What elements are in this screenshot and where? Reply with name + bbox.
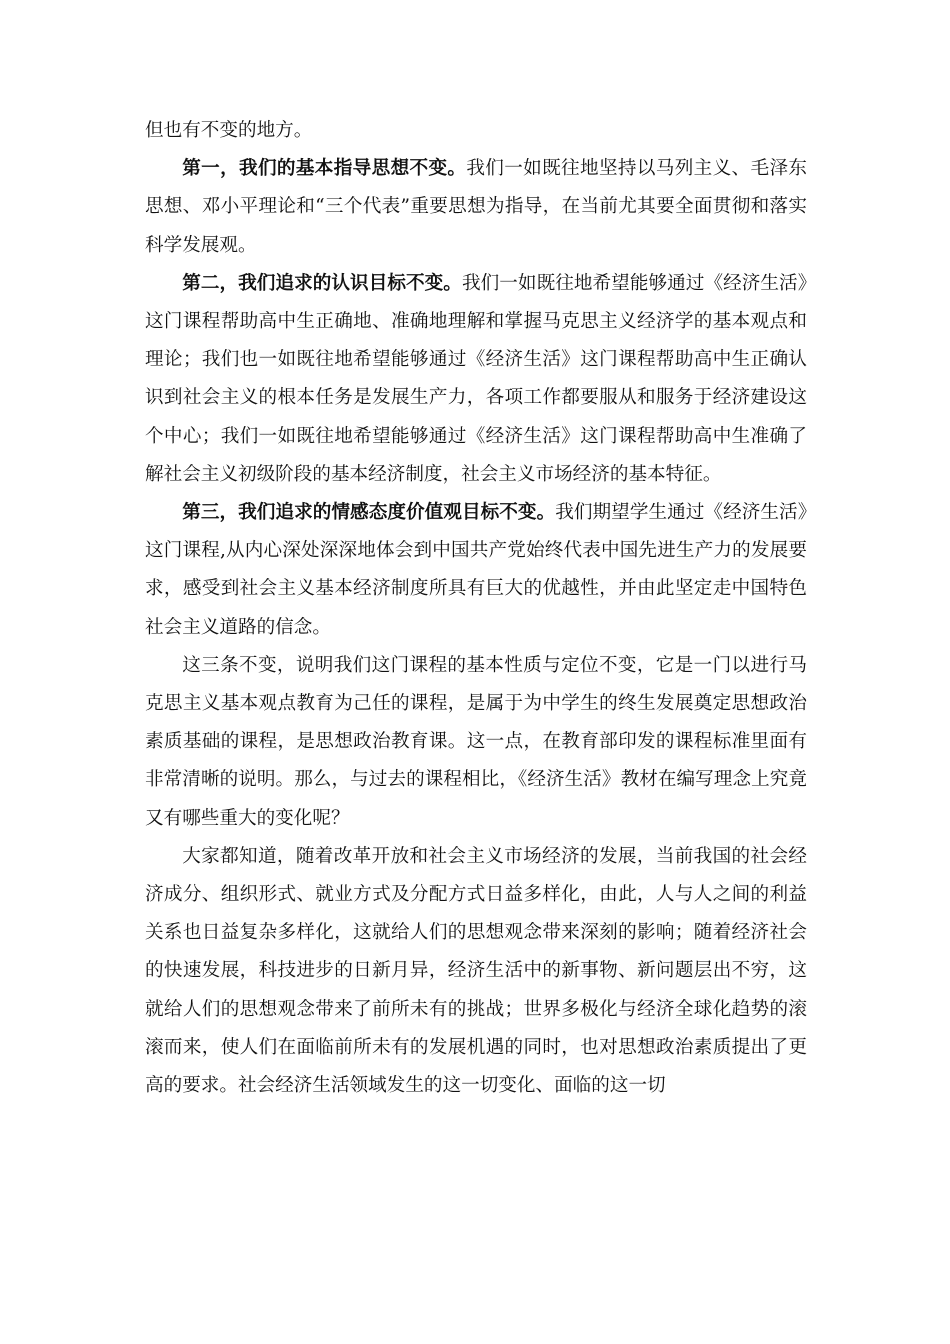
paragraph-text: 大家都知道，随着改革开放和社会主义市场经济的发展，当前我国的社会经济成分、组织形式、就业方式及分配方式日益多样化，由此，人与人之间的利益关系也日益复杂多样化，这就给人们的思想观念带来深刻的影响；随着经济社会的快速发展，科技进步的日新月异，经济生活中的新事物、新问题层出不穷，这就给人们的思想观念带来了前所未有的挑战；世界多极化与经济全球化趋势的滚滚而来，使人们在面临前所未有的发展机遇的同时，也对思想政治素质提出了更高的要求。社会经济生活领域发生的这一切变化、面临的这一切 (145, 845, 807, 1097)
paragraph-summary (145, 647, 807, 838)
paragraph-third-point (145, 494, 807, 647)
paragraph-lead: 第二，我们追求的认识目标不变。 (182, 272, 462, 294)
body-text (145, 112, 807, 1105)
paragraph-lead: 第一，我们的基本指导思想不变。 (182, 158, 467, 180)
paragraph-second-point (145, 265, 807, 494)
paragraph-text: 我们一如既往地坚持以马列主义、毛泽东思想、邓小平理论和“三个代表”重要思想为指导，在当前尤其要全面贯彻和落实科学发展观。 (145, 158, 807, 256)
paragraph-text: 我们期望学生通过《经济生活》这门课程,从内心深处深深地体会到中国共产党始终代表中国先进生产力的发展要求，感受到社会主义基本经济制度所具有巨大的优越性，并由此坚定走中国特色社会主义道路的信念。 (145, 502, 807, 638)
paragraph-lead: 第三，我们追求的情感态度价值观目标不变。 (182, 502, 556, 524)
paragraph-text: 这三条不变，说明我们这门课程的基本性质与定位不变，它是一门以进行马克思主义基本观点教育为己任的课程，是属于为中学生的终生发展奠定思想政治素质基础的课程，是思想政治教育课。这一点，在教育部印发的课程标准里面有非常清晰的说明。那么，与过去的课程相比，《经济生活》教材在编写理念上究竟又有哪些重大的变化呢？ (145, 654, 807, 829)
paragraph-context (145, 838, 807, 1105)
paragraph-first-point (145, 150, 807, 265)
paragraph-text: 但也有不变的地方。 (145, 120, 313, 141)
paragraph-text: 我们一如既往地希望能够通过《经济生活》这门课程帮助高中生正确地、准确地理解和掌握马克思主义经济学的基本观点和理论；我们也一如既往地希望能够通过《经济生活》这门课程帮助高中生正确认识到社会主义的根本任务是发展生产力，各项工作都要服从和服务于经济建设这个中心；我们一如既往地希望能够通过《经济生活》这门课程帮助高中生准确了解社会主义初级阶段的基本经济制度，社会主义市场经济的基本特征。 (145, 272, 807, 485)
paragraph-continuation (145, 112, 807, 150)
